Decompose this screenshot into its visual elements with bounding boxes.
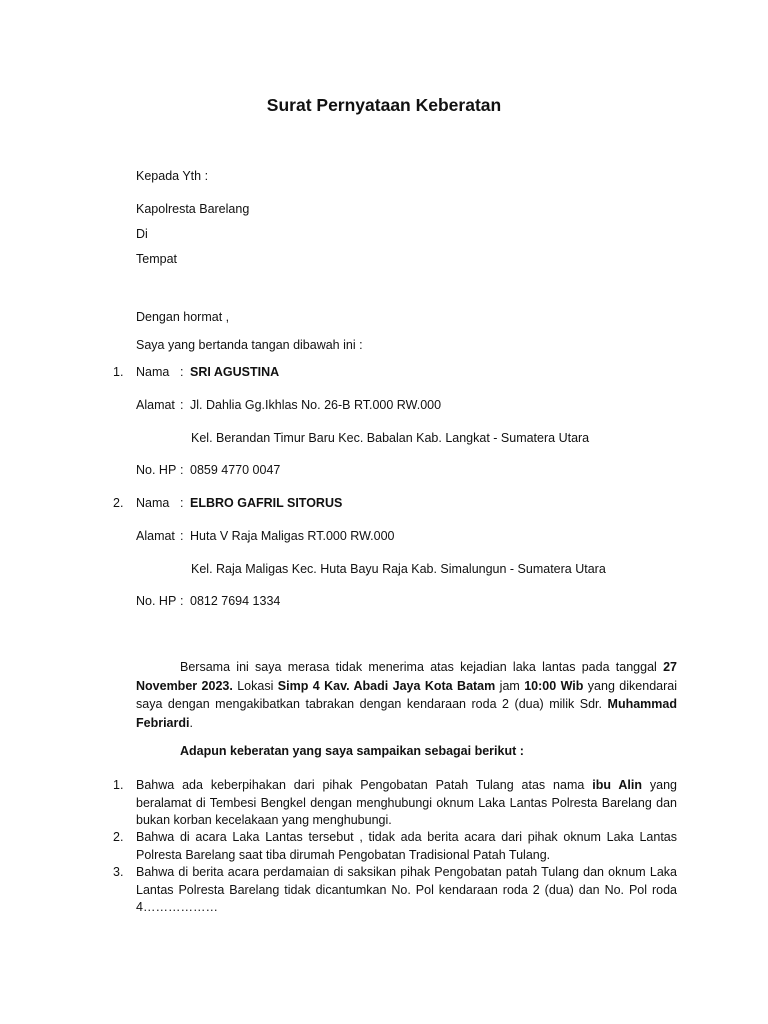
objection-item (136, 864, 677, 917)
vehicle-owner: Muhammad Febriardi (136, 697, 677, 730)
incident-time: 10:00 Wib (524, 678, 584, 693)
recipient-place: Tempat (136, 252, 177, 266)
statement-text: jam (495, 678, 525, 693)
recipient-di: Di (136, 227, 148, 241)
colon: : (180, 463, 184, 477)
statement-text: yang dikendarai saya dengan mengakibatkan tabrakan dengan kendaraan roda 2 (dua) milik Sdr. (136, 678, 677, 711)
phone-label: No. HP (136, 463, 177, 477)
colon: : (180, 529, 184, 543)
address-label: Alamat (136, 529, 175, 543)
address-line-1: Jl. Dahlia Gg.Ikhlas No. 26-B RT.000 RW.000 (190, 398, 442, 412)
colon: : (180, 365, 184, 379)
objection-text: Bahwa ada keberpihakan dari pihak Pengobatan Patah Tulang atas nama (136, 778, 593, 792)
incident-date: 27 November 2023. (136, 660, 677, 693)
objection-number: 2. (113, 830, 124, 844)
greeting: Dengan hormat , (136, 310, 230, 324)
recipient-salutation: Kepada Yth : (136, 169, 209, 183)
objection-text: Bahwa di acara Laka Lantas tersebut , tidak ada berita acara dari pihak oknum Laka Lantas Polresta Barelang saat tiba dirumah Pengobatan Tradisional Patah Tulang. (136, 830, 677, 862)
person-name: ELBRO GAFRIL SITORUS (190, 496, 343, 510)
objection-number: 1. (113, 778, 124, 792)
address-line-1: Huta V Raja Maligas RT.000 RW.000 (190, 529, 395, 543)
letter-title: Surat Pernyataan Keberatan (266, 95, 502, 115)
objection-heading: Adapun keberatan yang saya sampaikan sebagai berikut : (180, 744, 524, 758)
intro-text: Saya yang bertanda tangan dibawah ini : (136, 338, 363, 352)
objection-number: 3. (113, 865, 124, 879)
colon: : (180, 398, 184, 412)
person-named: ibu Alin (592, 778, 642, 792)
address-label: Alamat (136, 398, 175, 412)
address-line-2: Kel. Raja Maligas Kec. Huta Bayu Raja Kab. Simalungun - Sumatera Utara (191, 562, 606, 576)
colon: : (180, 594, 184, 608)
statement-paragraph (136, 658, 677, 732)
person-number: 1. (113, 365, 124, 379)
phone-label: No. HP (136, 594, 177, 608)
incident-location: Simp 4 Kav. Abadi Jaya Kota Batam (277, 678, 496, 693)
statement-text: . (189, 715, 193, 730)
objection-item (136, 829, 677, 864)
name-label: Nama (136, 365, 170, 379)
address-line-2: Kel. Berandan Timur Baru Kec. Babalan Kab. Langkat - Sumatera Utara (191, 431, 590, 445)
person-number: 2. (113, 496, 124, 510)
phone-number: 0859 4770 0047 (190, 463, 281, 477)
statement-text: Bersama ini saya merasa tidak menerima atas kejadian laka lantas pada tanggal (180, 660, 664, 674)
objection-text: yang beralamat di Tembesi Bengkel dengan menghubungi oknum Laka Lantas Polresta Barelang dan bukan korban kecelakaan yang menghubungi. (136, 778, 677, 827)
recipient-name: Kapolresta Barelang (136, 202, 250, 216)
colon: : (180, 496, 184, 510)
name-label: Nama (136, 496, 170, 510)
objection-item (136, 777, 677, 830)
person-name: SRI AGUSTINA (190, 365, 280, 379)
objection-text: Bahwa di berita acara perdamaian di saksikan pihak Pengobatan patah Tulang dan oknum Laka Lantas Polresta Barelang tidak dicantumkan No. Pol kendaraan roda 2 (dua) dan No. Pol roda 4……………… (136, 865, 677, 914)
statement-text: Lokasi (232, 678, 278, 693)
phone-number: 0812 7694 1334 (190, 594, 281, 608)
